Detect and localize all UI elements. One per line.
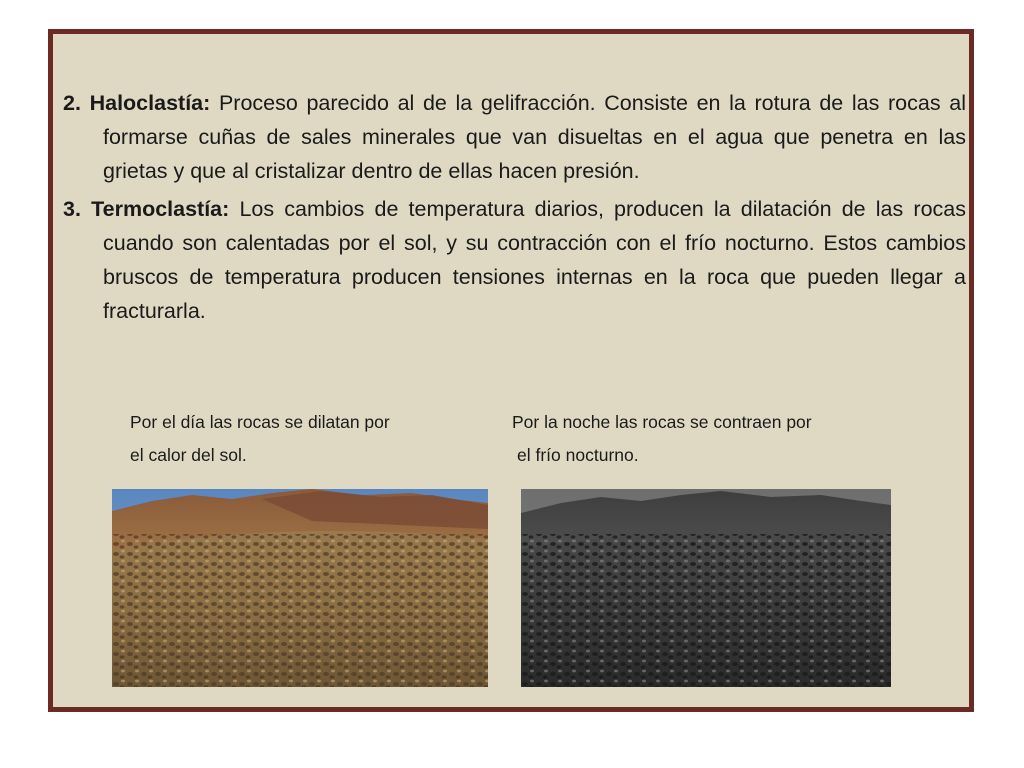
item-text: Proceso parecido al de la gelifracción. Consiste en la rotura de las rocas al formarse cuñas de sales minerales que van disueltas en el agua que penetra en las grietas y que al cristalizar dentro de ellas hacen presión. [103, 91, 966, 183]
item-term: 3. Termoclastía: [63, 197, 230, 221]
caption-day-line-2: el calor del sol. [130, 445, 247, 465]
slide [48, 29, 974, 712]
item-text: Los cambios de temperatura diarios, producen la dilatación de las rocas cuando son calentadas por el sol, y su contracción con el frío nocturno. Estos cambios bruscos de temperatura producen tensiones internas en la roca que pueden llegar a fracturarla. [103, 197, 966, 323]
item-termoclastia [63, 192, 966, 328]
caption-night-line-2: el frío nocturno. [517, 445, 639, 465]
text-content [63, 86, 966, 332]
item-term: 2. Haloclastía: [63, 91, 211, 115]
captions [53, 406, 969, 486]
day-rocks-photo [112, 489, 488, 687]
item-haloclastia [63, 86, 966, 188]
night-rocks-photo [521, 489, 891, 687]
caption-day-line-1: Por el día las rocas se dilatan por [130, 412, 390, 432]
caption-night-line-1: Por la noche las rocas se contraen por [512, 412, 812, 432]
